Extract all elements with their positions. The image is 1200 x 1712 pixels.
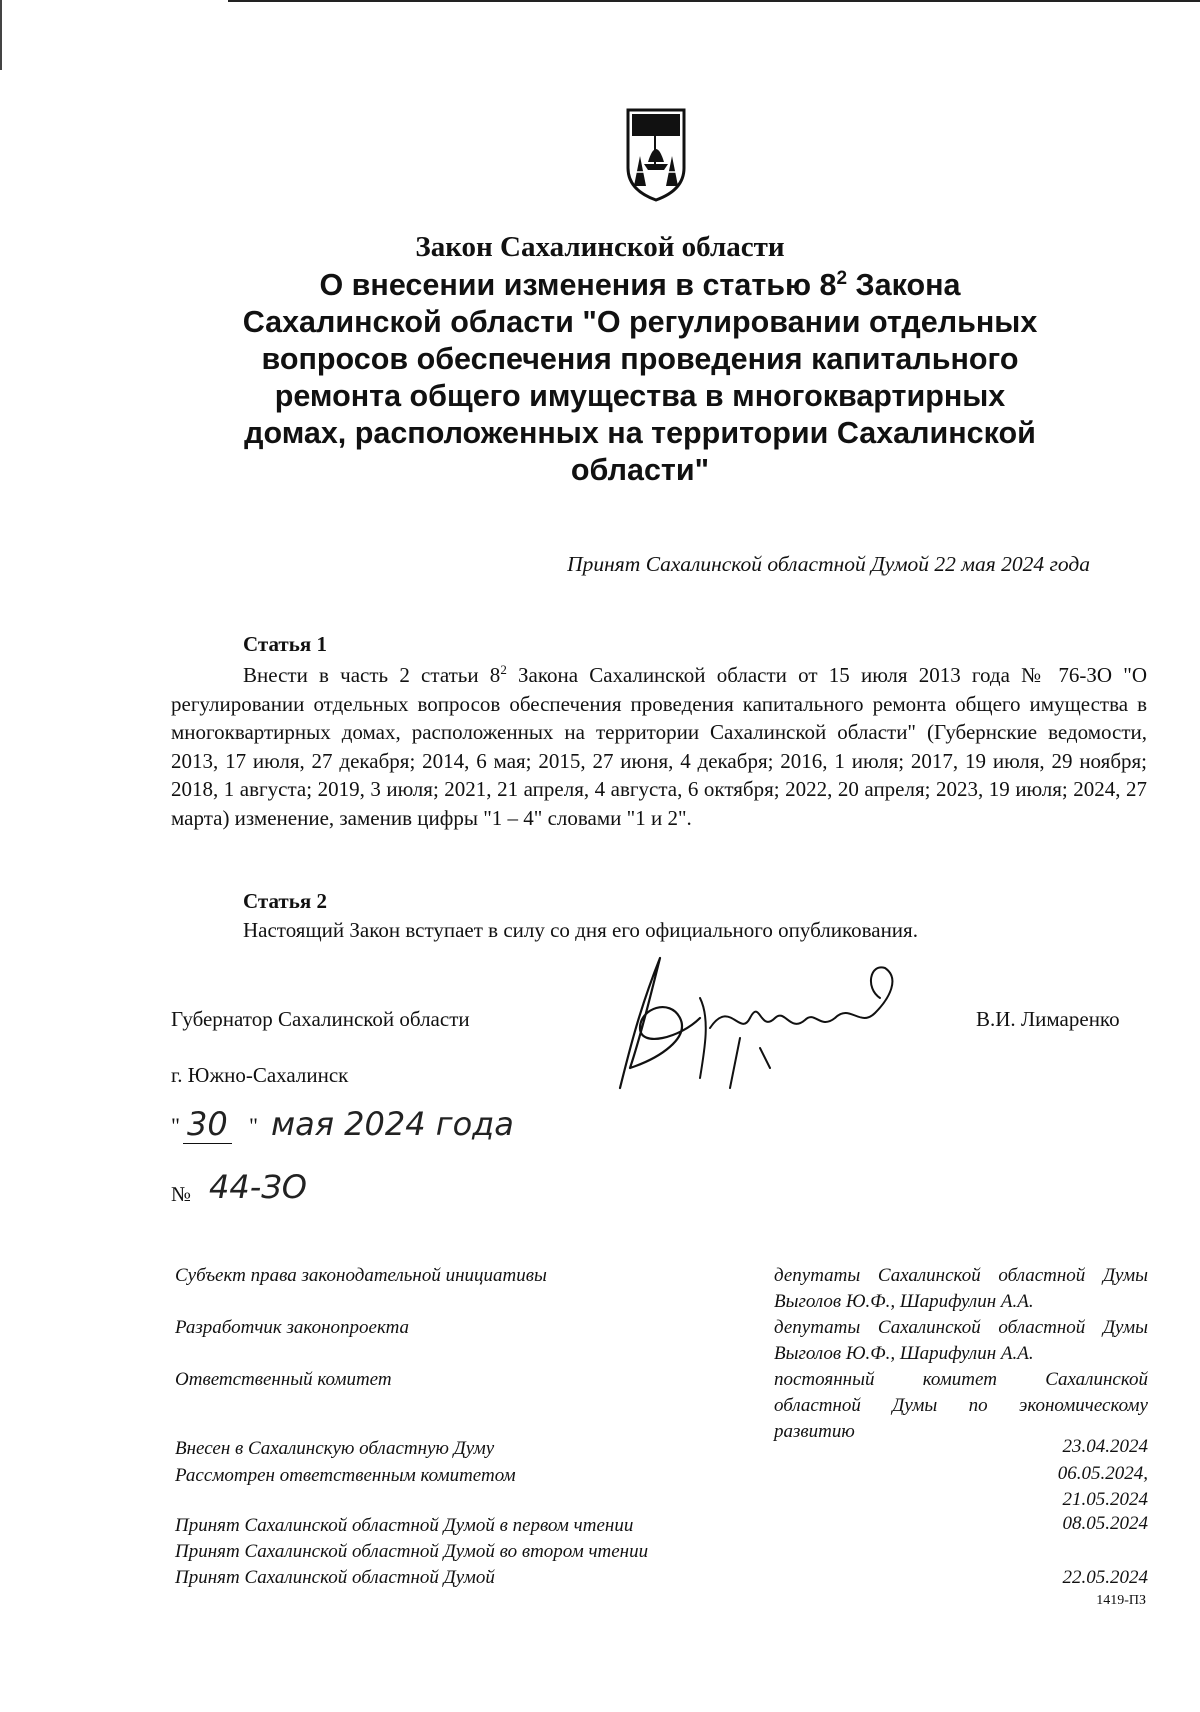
number-value: 44-ЗО	[209, 1168, 307, 1206]
governor-signature	[600, 938, 920, 1098]
reviewed-date-1: 06.05.2024,	[1057, 1463, 1148, 1484]
title-line-2: Сахалинской области "О регулировании отдельных	[242, 305, 1038, 339]
article-1-text: Внести в часть 2 статьи $8^2$ Закона Сахалинской области от 15 июля 2013 года № 76-ЗО "О регулировании отдельных вопросов обеспечения проведения капитального ремонта общего имущества в многоквартирных домах, расположенных на территории Сахалинской области" (Губернские ведомости, 2013, 17 июля, 27 декабря; 2014, 6 мая; 2015, 27 июня, 4 декабря; 2016, 1 июля; 2017, 19 июля, 29 ноября; 2018, 1 августа; 2019, 3 июля; 2021, 21 апреля, 4 августа, 6 октября; 2022, 20 апреля; 2023, 19 июля; 2024, 27 марта) изменение, заменив цифры "1 – 4" словами "1 и 2".	[171, 662, 1147, 830]
title-line-5: домах, расположенных на территории Сахалинской	[244, 416, 1036, 450]
title-line-3: вопросов обеспечения проведения капитального	[261, 342, 1019, 376]
date-close-quote: "	[249, 1113, 258, 1138]
submitted-label: Внесен в Сахалинскую областную Думу	[175, 1438, 495, 1459]
second-reading-label: Принят Сахалинской областной Думой во втором чтении	[175, 1541, 649, 1562]
committee-label: Ответственный комитет	[175, 1369, 392, 1390]
first-reading-date: 08.05.2024	[1062, 1513, 1148, 1534]
coat-of-arms-icon	[624, 106, 688, 202]
initiative-value: депутаты Сахалинской областной Думы Выголов Ю.Ф., Шарифулин А.А.	[774, 1265, 1148, 1312]
document-ref-code: 1419-ПЗ	[1096, 1593, 1146, 1608]
reviewed-date-2: 21.05.2024	[1062, 1489, 1148, 1510]
adoption-note: Принят Сахалинской областной Думой 22 мая 2024 года	[567, 552, 1090, 576]
date-month-year: мая 2024 года	[271, 1105, 514, 1143]
law-kind-heading: Закон Сахалинской области	[415, 231, 785, 263]
article-2-heading: Статья 2	[243, 889, 327, 913]
governor-position: Губернатор Сахалинской области	[171, 1007, 470, 1031]
title-line-1: О внесении изменения в статью $8^2$ Закона	[319, 267, 961, 302]
number-sign: №	[171, 1182, 192, 1206]
final-adoption-date: 22.05.2024	[1062, 1567, 1148, 1588]
title-line-4: ремонта общего имущества в многоквартирных	[274, 379, 1006, 413]
initiative-label: Субъект права законодательной инициативы	[175, 1265, 547, 1286]
signing-city: г. Южно-Сахалинск	[171, 1063, 349, 1087]
committee-value: постоянный комитет Сахалинской областной Думы по экономическому развитию	[774, 1369, 1148, 1442]
date-open-quote: "	[171, 1113, 180, 1138]
reviewed-label: Рассмотрен ответственным комитетом	[175, 1465, 516, 1486]
governor-name: В.И. Лимаренко	[976, 1007, 1120, 1031]
final-adoption-label: Принят Сахалинской областной Думой	[175, 1567, 495, 1588]
law-number	[171, 1168, 371, 1218]
submitted-date: 23.04.2024	[1062, 1436, 1148, 1457]
developer-label: Разработчик законопроекта	[175, 1317, 410, 1338]
first-reading-label: Принят Сахалинской областной Думой в первом чтении	[175, 1515, 634, 1536]
scan-edge-top	[228, 0, 1200, 2]
title-line-6: области"	[570, 453, 710, 487]
scan-edge-left	[0, 0, 2, 70]
signing-date	[171, 1105, 571, 1165]
article-2-text: Настоящий Закон вступает в силу со дня его официального опубликования.	[243, 918, 918, 942]
law-title	[200, 267, 1080, 489]
developer-value: депутаты Сахалинской областной Думы Выголов Ю.Ф., Шарифулин А.А.	[774, 1317, 1148, 1364]
date-day: 30	[183, 1105, 232, 1144]
article-1-heading: Статья 1	[243, 632, 327, 656]
